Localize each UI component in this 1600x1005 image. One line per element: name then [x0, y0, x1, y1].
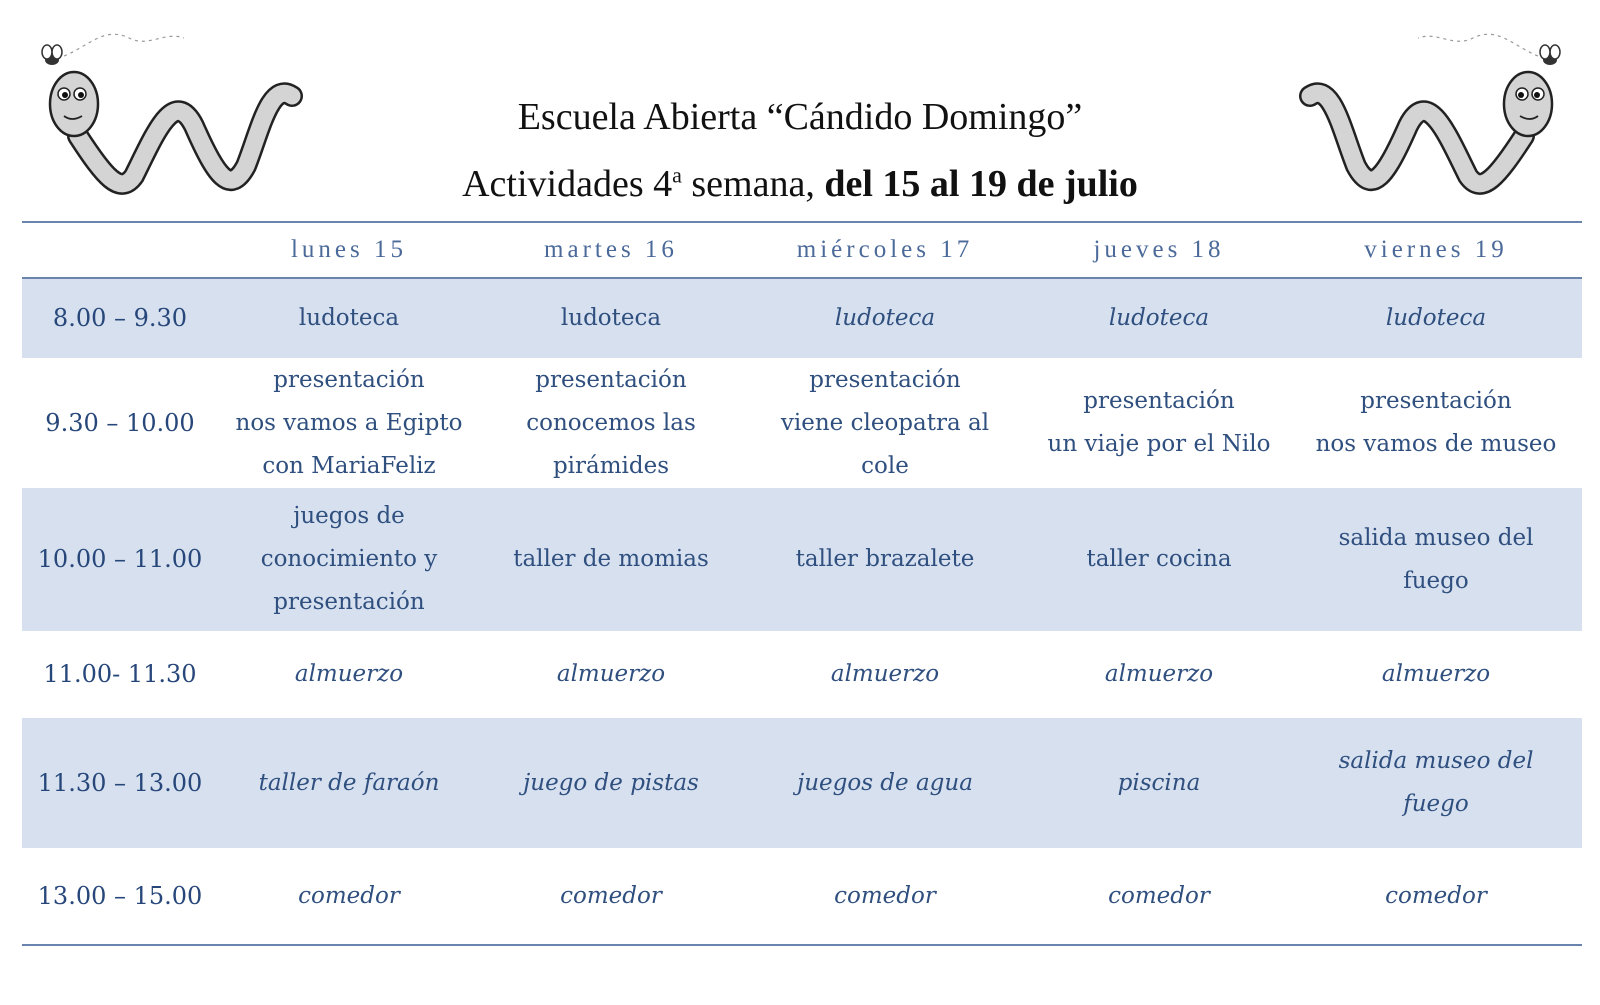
activity-line: fuego — [1403, 567, 1469, 594]
activity-line: fuego — [1403, 791, 1469, 817]
activity-line: comedor — [1385, 882, 1487, 909]
fly-icon — [42, 45, 62, 65]
activity-cell — [1290, 278, 1582, 358]
activity-line: comedor — [298, 882, 400, 909]
time-slot: 8.00 – 9.30 — [22, 278, 218, 358]
activity-line: taller brazalete — [795, 546, 975, 572]
fly-icon — [1540, 45, 1560, 65]
schedule-table — [22, 221, 1582, 946]
activity-line: conocimiento y — [260, 546, 438, 572]
activity-line: almuerzo — [294, 661, 404, 687]
activity-cell — [480, 278, 742, 358]
activity-line: juegos de — [293, 503, 405, 529]
activity-cell — [1290, 631, 1582, 718]
activity-line: presentación — [1360, 388, 1512, 414]
column-header: jueves 18 — [1028, 222, 1290, 278]
table-row — [22, 358, 1582, 488]
activity-cell — [1028, 358, 1290, 488]
activity-line: taller cocina — [1086, 546, 1232, 572]
table-row — [22, 848, 1582, 945]
time-slot: 13.00 – 15.00 — [37, 881, 203, 910]
activity-line: juegos de agua — [797, 769, 973, 796]
activity-line: piscina — [1117, 769, 1201, 796]
activity-line: nos vamos de museo — [1315, 431, 1557, 457]
page-subtitle — [0, 162, 1600, 206]
activity-line: almuerzo — [1381, 661, 1491, 687]
activity-cell — [1028, 631, 1290, 718]
activity-line: comedor — [1108, 882, 1210, 909]
activity-line: almuerzo — [556, 661, 666, 687]
column-header: viernes 19 — [1290, 222, 1582, 278]
table-row — [22, 488, 1582, 631]
activity-line: taller de faraón — [258, 769, 440, 796]
subtitle-ordinal: a — [672, 162, 682, 188]
activity-cell — [742, 718, 1028, 848]
activity-line: presentación — [273, 589, 425, 615]
activity-cell — [480, 488, 742, 631]
activity-line: pirámides — [552, 452, 670, 479]
activity-cell — [218, 631, 480, 718]
activity-line: presentación — [1083, 388, 1235, 414]
column-header: miércoles 17 — [742, 222, 1028, 278]
activity-cell — [218, 718, 480, 848]
activity-line: un viaje por el Nilo — [1047, 431, 1271, 457]
activity-cell — [742, 488, 1028, 631]
activity-cell — [480, 718, 742, 848]
activity-cell — [742, 848, 1028, 945]
activity-line: salida museo del — [1338, 748, 1534, 774]
activity-line: ludoteca — [1108, 305, 1210, 331]
activity-cell — [742, 278, 1028, 358]
activity-line: almuerzo — [1104, 661, 1214, 687]
activity-line: con MariaFeliz — [262, 452, 436, 479]
table-row — [22, 631, 1582, 718]
activity-line: ludoteca — [560, 305, 662, 331]
activity-line: presentación — [809, 366, 961, 393]
activity-cell — [480, 631, 742, 718]
column-header: lunes 15 — [218, 222, 480, 278]
column-header — [22, 222, 218, 278]
activity-line: juego de pistas — [523, 769, 699, 796]
activity-cell — [1290, 488, 1582, 631]
activity-line: presentación — [273, 366, 425, 393]
activity-line: comedor — [560, 882, 662, 909]
subtitle-prefix: Actividades 4 — [462, 163, 673, 205]
page-title: Escuela Abierta “Cándido Domingo” — [517, 96, 1083, 138]
subtitle-dates: del 15 al 19 de julio — [824, 163, 1138, 205]
activity-line: ludoteca — [1385, 305, 1487, 331]
activity-cell — [218, 488, 480, 631]
activity-line: cole — [861, 452, 909, 479]
activity-cell — [218, 278, 480, 358]
activity-line: ludoteca — [298, 305, 400, 331]
time-slot: 11.30 – 13.00 — [22, 718, 218, 848]
activity-cell — [742, 358, 1028, 488]
activity-cell — [480, 848, 742, 945]
activity-cell — [742, 631, 1028, 718]
activity-cell — [1290, 848, 1582, 945]
activity-cell — [1028, 278, 1290, 358]
time-slot: 11.00- 11.30 — [43, 660, 197, 688]
table-row — [22, 718, 1582, 848]
activity-cell — [218, 358, 480, 488]
time-slot: 10.00 – 11.00 — [22, 488, 218, 631]
activity-cell — [1028, 718, 1290, 848]
table-row — [22, 278, 1582, 358]
activity-line: taller de momias — [513, 546, 709, 572]
column-header: martes 16 — [480, 222, 742, 278]
activity-line: nos vamos a Egipto — [235, 409, 463, 436]
header-row — [22, 222, 1582, 278]
activity-line: salida museo del — [1338, 524, 1534, 551]
time-slot: 9.30 – 10.00 — [45, 408, 195, 437]
activity-cell — [218, 848, 480, 945]
activity-line: conocemos las — [526, 409, 696, 436]
activity-cell — [480, 358, 742, 488]
activity-cell — [1028, 848, 1290, 945]
activity-line: almuerzo — [830, 661, 940, 687]
activity-cell — [1290, 718, 1582, 848]
activity-line: comedor — [834, 882, 936, 909]
subtitle-mid: semana, — [681, 163, 825, 205]
activity-line: viene cleopatra al — [780, 409, 990, 436]
activity-cell — [1028, 488, 1290, 631]
activity-line: presentación — [535, 366, 687, 393]
activity-line: ludoteca — [834, 305, 936, 331]
activity-cell — [1290, 358, 1582, 488]
